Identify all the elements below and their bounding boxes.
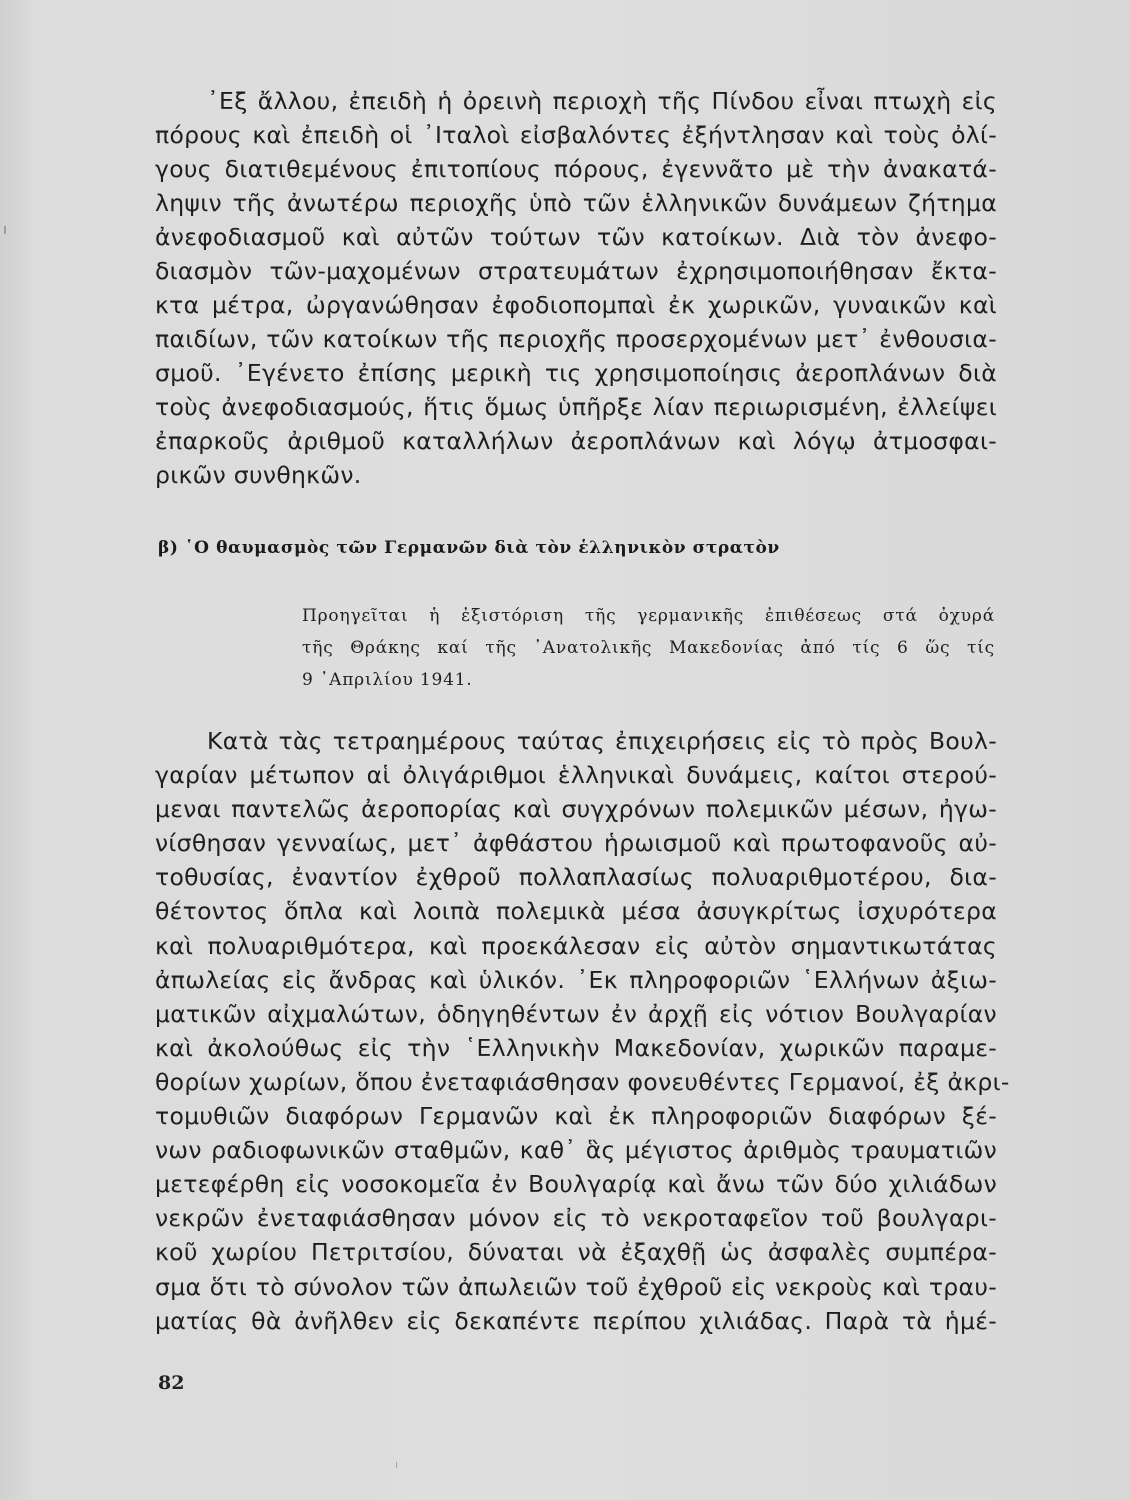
text-line: ληψιν τῆς ἀνωτέρω περιοχῆς ὑπὸ τῶν ἑλληνικῶν δυνάμεων ζήτημα — [155, 189, 997, 217]
summary-line: 9 ᾿Απριλίου 1941. — [302, 670, 473, 690]
section-heading: β) ῾Ο θαυμασμὸς τῶν Γερμανῶν διὰ τὸν ἑλληνικὸν στρατὸν — [158, 538, 780, 558]
text-line: νίσθησαν γενναίως, μετ᾿ ἀφθάστου ἡρωισμοῦ καὶ πρωτοφανοῦς αὐ- — [155, 829, 997, 858]
summary-line: Προηγεῖται ἡ ἐξιστόριση τῆς γερμανικῆς ἐπιθέσεως στά ὀχυρά — [302, 606, 995, 626]
text-line: ρικῶν συνθηκῶν. — [155, 461, 362, 489]
text-line: θέτοντος ὅπλα καὶ λοιπὰ πολεμικὰ μέσα ἀσυγκρίτως ἰσχυρότερα — [155, 897, 997, 926]
text-line: διασμὸν τῶν-μαχομένων στρατευμάτων ἐχρησιμοποιήθησαν ἔκτα- — [155, 257, 997, 285]
text-line: ἀπωλείας εἰς ἄνδρας καὶ ὑλικόν. ᾿Εκ πληροφοριῶν ῾Ελλήνων ἀξιω- — [155, 965, 997, 994]
text-line: ἀνεφοδιασμοῦ καὶ αὐτῶν τούτων τῶν κατοίκων. Διὰ τὸν ἀνεφο- — [155, 223, 997, 251]
text-line: γαρίαν μέτωπον αἱ ὀλιγάριθμοι ἑλληνικαὶ δυνάμεις, καίτοι στερού- — [155, 761, 997, 790]
text-line: σμα ὅτι τὸ σύνολον τῶν ἀπωλειῶν τοῦ ἐχθροῦ εἰς νεκροὺς καὶ τραυ- — [155, 1272, 997, 1301]
text-line: παιδίων, τῶν κατοίκων τῆς περιοχῆς προσερχομένων μετ᾿ ἐνθουσια- — [155, 325, 997, 353]
summary-line: τῆς Θράκης καί τῆς ᾿Ανατολικῆς Μακεδονίας ἀπό τίς 6 ὥς τίς — [302, 638, 995, 658]
text-line: καὶ πολυαριθμότερα, καὶ προεκάλεσαν εἰς αὐτὸν σημαντικωτάτας — [155, 931, 997, 960]
text-line: τομυθιῶν διαφόρων Γερμανῶν καὶ ἐκ πληροφοριῶν διαφόρων ξέ- — [155, 1102, 997, 1131]
page-number: 82 — [158, 1372, 185, 1394]
scan-mark — [396, 1462, 397, 1468]
text-line: νεκρῶν ἐνεταφιάσθησαν μόνον εἰς τὸ νεκροταφεῖον τοῦ βουλγαρι- — [155, 1204, 997, 1233]
text-line: τοθυσίας, ἐναντίον ἐχθροῦ πολλαπλασίως πολυαριθμοτέρου, δια- — [155, 863, 997, 892]
text-line: θορίων χωρίων, ὅπου ἐνεταφιάσθησαν φονευθέντες Γερμανοί, ἐξ ἀκρι- — [155, 1067, 1010, 1096]
paragraph-bulgarian-front — [155, 724, 1010, 1338]
section-summary — [302, 600, 995, 696]
text-line: σμοῦ. ᾿Εγένετο ἐπίσης μερικὴ τις χρησιμοποίησις ἀεροπλάνων διὰ — [155, 359, 997, 387]
text-line: γους διατιθεμένους ἐπιτοπίους πόρους, ἐγεννᾶτο μὲ τὴν ἀνακατά- — [155, 155, 997, 183]
text-line: κοῦ χωρίου Πετριτσίου, δύναται νὰ ἐξαχθῇ ὡς ἀσφαλὲς συμπέρα- — [155, 1238, 997, 1267]
text-line: μεναι παντελῶς ἀεροπορίας καὶ συγχρόνων πολεμικῶν μέσων, ἠγω- — [155, 795, 997, 824]
text-line: μετεφέρθη εἰς νοσοκομεῖα ἐν Βουλγαρίᾳ καὶ ἄνω τῶν δύο χιλιάδων — [155, 1170, 997, 1199]
text-line: κτα μέτρα, ὠργανώθησαν ἐφοδιοπομπαὶ ἐκ χωρικῶν, γυναικῶν καὶ — [155, 291, 997, 319]
text-line: ματίας θὰ ἀνῆλθεν εἰς δεκαπέντε περίπου χιλιάδας. Παρὰ τὰ ἡμέ- — [155, 1306, 997, 1335]
text-line: ᾿Εξ ἄλλου, ἐπειδὴ ἡ ὀρεινὴ περιοχὴ τῆς Πίνδου εἶναι πτωχὴ εἰς — [207, 87, 997, 115]
paragraph-pindus-supply — [155, 84, 997, 492]
text-line: καὶ ἀκολούθως εἰς τὴν ῾Ελληνικὴν Μακεδονίαν, χωρικῶν παραμε- — [155, 1033, 997, 1062]
text-line: Κατὰ τὰς τετραημέρους ταύτας ἐπιχειρήσεις εἰς τὸ πρὸς Βουλ- — [207, 727, 997, 755]
text-line: ματικῶν αἰχμαλώτων, ὁδηγηθέντων ἐν ἀρχῇ εἰς νότιον Βουλγαρίαν — [155, 999, 997, 1028]
scan-mark — [4, 226, 6, 234]
text-line: πόρους καὶ ἐπειδὴ οἱ ᾿Ιταλοὶ εἰσβαλόντες ἐξήντλησαν καὶ τοὺς ὀλί- — [155, 121, 997, 149]
text-line: νων ραδιοφωνικῶν σταθμῶν, καθ᾿ ἃς μέγιστος ἀριθμὸς τραυματιῶν — [155, 1136, 997, 1165]
text-line: τοὺς ἀνεφοδιασμούς, ἥτις ὅμως ὑπῆρξε λίαν περιωρισμένη, ἐλλείψει — [155, 393, 997, 421]
text-line: ἐπαρκοῦς ἀριθμοῦ καταλλήλων ἀεροπλάνων καὶ λόγῳ ἀτμοσφαι- — [155, 427, 997, 455]
